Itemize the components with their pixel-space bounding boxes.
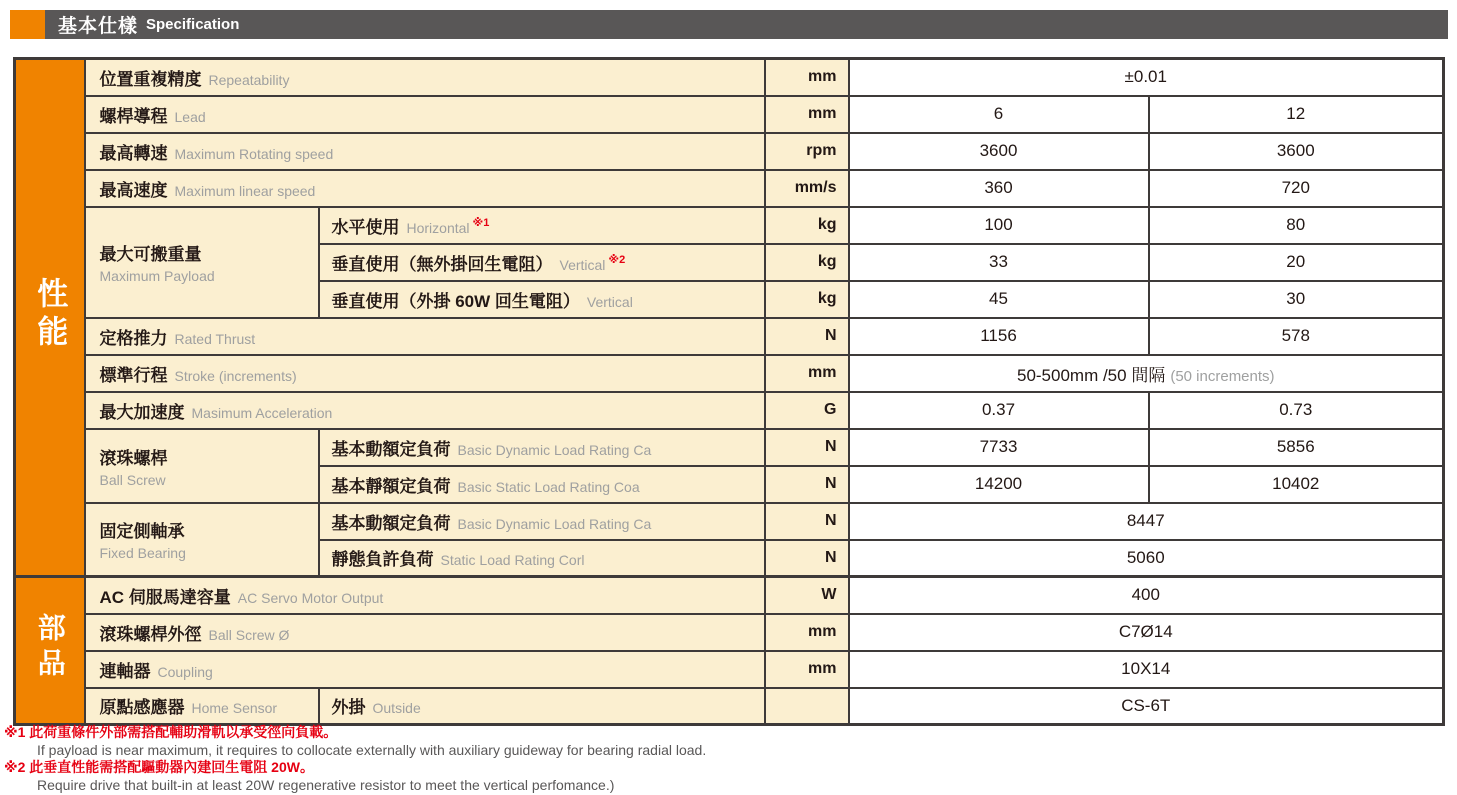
value-rotating-speed-1: 3600: [849, 133, 1149, 170]
unit-payload-vertical-ext: kg: [765, 281, 849, 318]
value-payload-horizontal-1: 100: [849, 207, 1149, 244]
label-payload-group: [85, 207, 319, 318]
value-repeatability: ±0.01: [849, 59, 1444, 96]
page-title-zh: 基本仕樣: [58, 16, 139, 37]
value-payload-horizontal-2: 80: [1149, 207, 1444, 244]
sublabel-payload-horizontal: [319, 207, 765, 244]
value-payload-vertical-ext-2: 30: [1149, 281, 1444, 318]
label-en: Fixed Bearing: [99, 545, 186, 562]
table-row-payload-horizontal: [15, 207, 1444, 244]
label-en: AC Servo Motor Output: [237, 589, 384, 606]
label-home-sensor: [85, 688, 319, 725]
table-row-repeatability: [15, 59, 1444, 96]
value-acceleration-2: 0.73: [1149, 392, 1444, 429]
value-stroke-main: 50-500mm /50 間隔: [1016, 365, 1166, 385]
label-zh: 滾珠螺桿: [99, 448, 168, 468]
header-bar: [45, 10, 1448, 39]
value-home-sensor: CS-6T: [849, 688, 1444, 725]
label-repeatability: [85, 59, 765, 96]
sublabel-en: Outside: [372, 700, 421, 717]
value-bearing-dynamic: 8447: [849, 503, 1444, 540]
value-ballscrew-dynamic-2: 5856: [1149, 429, 1444, 466]
label-en: Rated Thrust: [174, 330, 256, 347]
sublabel-en: Vertical: [559, 256, 606, 273]
sublabel-en: Static Load Rating Corl: [440, 552, 585, 569]
sublabel-payload-vertical-ext: [319, 281, 765, 318]
value-linear-speed-1: 360: [849, 170, 1149, 207]
unit-repeatability: mm: [765, 59, 849, 96]
sublabel-bearing-static: [319, 540, 765, 577]
sublabel-ballscrew-static: [319, 466, 765, 503]
value-ballscrew-static-2: 10402: [1149, 466, 1444, 503]
value-rotating-speed-2: 3600: [1149, 133, 1444, 170]
sublabel-en: Vertical: [586, 293, 633, 310]
label-rotating-speed: [85, 133, 765, 170]
section-cell-parts: [15, 577, 85, 725]
label-zh: 標準行程: [99, 365, 168, 385]
value-bearing-static: 5060: [849, 540, 1444, 577]
unit-rated-thrust: N: [765, 318, 849, 355]
table-row-coupling: [15, 651, 1444, 688]
value-payload-vertical-no-ext-2: 20: [1149, 244, 1444, 281]
label-stroke: [85, 355, 765, 392]
sublabel-bearing-dynamic: [319, 503, 765, 540]
section-cell-performance: [15, 59, 85, 577]
sublabel-payload-vertical-no-ext: [319, 244, 765, 281]
label-coupling: [85, 651, 765, 688]
value-rated-thrust-2: 578: [1149, 318, 1444, 355]
sublabel-en: Horizontal: [406, 219, 470, 236]
section-label-performance: 性能: [32, 277, 68, 353]
footnote-2-zh: ※2 此垂直性能需搭配驅動器內建回生電阻 20W。: [4, 759, 314, 775]
table-row-rotating-speed: [15, 133, 1444, 170]
label-rated-thrust: [85, 318, 765, 355]
section-label-parts: 部品: [34, 613, 66, 683]
footnote-ref-2: ※2: [608, 254, 626, 267]
label-lead: [85, 96, 765, 133]
table-row-ballscrew-dynamic: [15, 429, 1444, 466]
label-zh: 螺桿導程: [99, 106, 168, 126]
label-zh: 位置重複精度: [99, 69, 202, 89]
label-en: Ball Screw Ø: [208, 626, 290, 643]
unit-ballscrew-dynamic: N: [765, 429, 849, 466]
label-zh: 最大可搬重量: [99, 245, 202, 264]
sublabel-en: Basic Static Load Rating Coa: [457, 478, 640, 495]
unit-payload-vertical-no-ext: kg: [765, 244, 849, 281]
unit-coupling: mm: [765, 651, 849, 688]
value-rated-thrust-1: 1156: [849, 318, 1149, 355]
table-row-rated-thrust: [15, 318, 1444, 355]
sublabel-zh: 基本動額定負荷: [331, 513, 451, 533]
unit-linear-speed: mm/s: [765, 170, 849, 207]
label-zh: 固定側軸承: [99, 522, 185, 542]
footnote-1-en: If payload is near maximum, it requires to collocate externally with auxiliary guideway for bearing radial load.: [37, 741, 707, 758]
sublabel-zh: 垂直使用（外掛 60W 回生電阻）: [331, 291, 580, 311]
label-en: Ball Screw: [99, 471, 166, 488]
sublabel-home-sensor-outside: [319, 688, 765, 725]
footnote-2-en: Require drive that built-in at least 20W regenerative resistor to meet the vertical perfomance.): [37, 776, 615, 793]
footnote-ref-1: ※1: [472, 217, 490, 230]
label-zh: 最高速度: [99, 180, 168, 200]
unit-screw-diameter: mm: [765, 614, 849, 651]
section-header: [10, 10, 1448, 39]
label-en: Maximum linear speed: [174, 182, 316, 199]
label-servo-output: [85, 577, 765, 614]
table-row-servo-output: [15, 577, 1444, 614]
label-zh: 原點感應器: [99, 698, 185, 718]
label-linear-speed: [85, 170, 765, 207]
label-zh: 連軸器: [99, 661, 151, 681]
unit-servo-output: W: [765, 577, 849, 614]
value-stroke-sub: (50 increments): [1170, 367, 1275, 385]
label-zh: 滾珠螺桿外徑: [99, 624, 202, 644]
label-en: Maximum Payload: [99, 268, 215, 284]
label-en: Repeatability: [208, 71, 290, 88]
unit-lead: mm: [765, 96, 849, 133]
sublabel-zh: 基本動額定負荷: [331, 439, 451, 459]
value-payload-vertical-no-ext-1: 33: [849, 244, 1149, 281]
value-screw-diameter: C7Ø14: [849, 614, 1444, 651]
label-en: Maximum Rotating speed: [174, 145, 334, 162]
value-coupling: 10X14: [849, 651, 1444, 688]
value-ballscrew-dynamic-1: 7733: [849, 429, 1149, 466]
label-zh: AC 伺服馬達容量: [99, 587, 231, 607]
label-screw-diameter: [85, 614, 765, 651]
sublabel-zh: 基本靜額定負荷: [331, 476, 451, 496]
unit-bearing-dynamic: N: [765, 503, 849, 540]
label-en: Coupling: [157, 663, 213, 680]
label-en: Stroke (increments): [174, 367, 297, 384]
value-linear-speed-2: 720: [1149, 170, 1444, 207]
label-ballscrew-group: [85, 429, 319, 503]
sublabel-zh: 外掛: [331, 698, 366, 718]
value-acceleration-1: 0.37: [849, 392, 1149, 429]
value-ballscrew-static-1: 14200: [849, 466, 1149, 503]
specification-table: [13, 57, 1445, 726]
label-zh: 定格推力: [99, 328, 168, 348]
page-title-en: Specification: [146, 16, 240, 33]
label-en: Lead: [174, 108, 206, 125]
table-row-stroke: [15, 355, 1444, 392]
value-stroke: [849, 355, 1444, 392]
label-acceleration: [85, 392, 765, 429]
sublabel-en: Basic Dynamic Load Rating Ca: [457, 441, 652, 458]
sublabel-zh: 垂直使用（無外掛回生電阻）: [331, 254, 553, 274]
accent-square: [10, 10, 45, 39]
value-servo-output: 400: [849, 577, 1444, 614]
unit-home-sensor-empty: [765, 688, 849, 725]
sublabel-en: Basic Dynamic Load Rating Ca: [457, 515, 652, 532]
table-row-home-sensor: [15, 688, 1444, 725]
label-zh: 最大加速度: [99, 402, 185, 422]
label-en: Home Sensor: [191, 700, 278, 717]
value-payload-vertical-ext-1: 45: [849, 281, 1149, 318]
table-row-screw-diameter: [15, 614, 1444, 651]
unit-payload-horizontal: kg: [765, 207, 849, 244]
label-bearing-group: [85, 503, 319, 577]
unit-stroke: mm: [765, 355, 849, 392]
table-row-linear-speed: [15, 170, 1444, 207]
footnote-1-zh: ※1 此荷重條件外部需搭配輔助滑軌以承受徑向負載。: [4, 724, 338, 740]
label-zh: 最高轉速: [99, 143, 168, 163]
table-row-lead: [15, 96, 1444, 133]
unit-rotating-speed: rpm: [765, 133, 849, 170]
table-row-bearing-dynamic: [15, 503, 1444, 540]
table-row-acceleration: [15, 392, 1444, 429]
value-lead-6: 6: [849, 96, 1149, 133]
sublabel-ballscrew-dynamic: [319, 429, 765, 466]
value-lead-12: 12: [1149, 96, 1444, 133]
sublabel-zh: 靜態負許負荷: [331, 550, 434, 570]
unit-bearing-static: N: [765, 540, 849, 577]
label-en: Masimum Acceleration: [191, 404, 333, 421]
sublabel-zh: 水平使用: [331, 217, 400, 237]
unit-acceleration: G: [765, 392, 849, 429]
footnotes: [4, 724, 1444, 794]
unit-ballscrew-static: N: [765, 466, 849, 503]
